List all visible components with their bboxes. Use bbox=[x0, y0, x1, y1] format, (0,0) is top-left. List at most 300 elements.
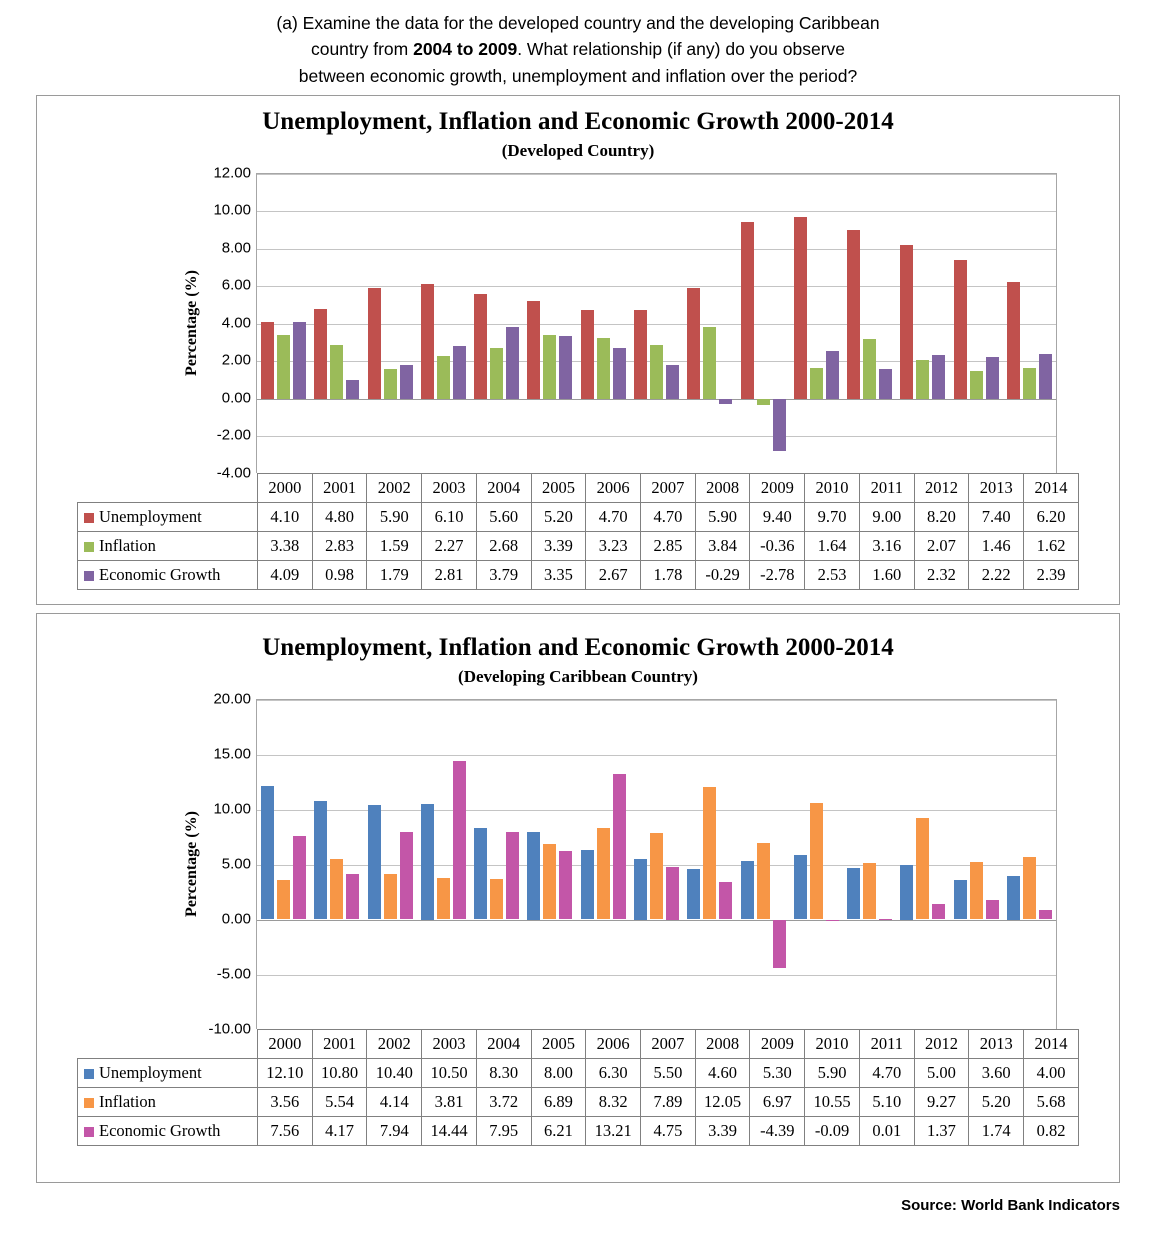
bar-economic-growth bbox=[879, 919, 892, 920]
bar-unemployment bbox=[581, 310, 594, 398]
table-cell: 3.81 bbox=[422, 1087, 477, 1116]
bar-inflation bbox=[437, 878, 450, 920]
bar-inflation bbox=[650, 833, 663, 920]
series-label: Inflation bbox=[99, 535, 156, 555]
bar-inflation bbox=[543, 844, 556, 920]
table-cell: 2.07 bbox=[914, 531, 969, 560]
legend-swatch-icon bbox=[84, 513, 94, 523]
y-tick-label: 10.00 bbox=[213, 800, 251, 817]
table-cell: 9.70 bbox=[805, 502, 860, 531]
bar-economic-growth bbox=[506, 832, 519, 919]
table-cell: 0.98 bbox=[312, 560, 367, 589]
y-tick-label: -10.00 bbox=[208, 1020, 251, 1037]
table-cell: 1.37 bbox=[914, 1116, 969, 1145]
bar-unemployment bbox=[1007, 282, 1020, 398]
table-cell: 9.40 bbox=[750, 502, 805, 531]
bar-economic-growth bbox=[719, 882, 732, 919]
legend-cell bbox=[78, 1087, 258, 1116]
table-cell: 2.83 bbox=[312, 531, 367, 560]
bar-inflation bbox=[490, 879, 503, 920]
bar-inflation bbox=[810, 368, 823, 399]
bar-group bbox=[736, 174, 789, 473]
y-tick-label: 6.00 bbox=[221, 276, 251, 294]
table-year-header: 2002 bbox=[367, 473, 422, 502]
table-cell: 5.54 bbox=[312, 1087, 367, 1116]
table-cell: 4.70 bbox=[586, 502, 641, 531]
table-cell: 4.09 bbox=[258, 560, 313, 589]
table-cell: 3.35 bbox=[531, 560, 586, 589]
bar-unemployment bbox=[581, 850, 594, 919]
bar-unemployment bbox=[474, 828, 487, 919]
table-cell: 10.40 bbox=[367, 1058, 422, 1087]
bar-unemployment bbox=[421, 284, 434, 398]
bar-economic-growth bbox=[986, 357, 999, 399]
table-year-header: 2003 bbox=[422, 1029, 477, 1058]
legend-cell bbox=[78, 1058, 258, 1087]
table-row bbox=[78, 1087, 1079, 1116]
table-cell: 8.20 bbox=[914, 502, 969, 531]
table-cell: 5.30 bbox=[750, 1058, 805, 1087]
table-year-header: 2014 bbox=[1024, 473, 1079, 502]
prompt-line-2 bbox=[73, 36, 1083, 62]
prompt-line-2-post: . What relationship (if any) do you observe bbox=[517, 39, 846, 60]
table-cell: 6.89 bbox=[531, 1087, 586, 1116]
bar-inflation bbox=[543, 335, 556, 399]
bars-container-1 bbox=[256, 173, 1057, 473]
legend-swatch-icon bbox=[84, 571, 94, 581]
table-cell: 3.84 bbox=[695, 531, 750, 560]
y-tick-label: 0.00 bbox=[221, 910, 251, 927]
y-tick-label: 10.00 bbox=[213, 201, 251, 219]
series-data-table bbox=[77, 1029, 1079, 1146]
table-cell: 8.32 bbox=[586, 1087, 641, 1116]
bar-unemployment bbox=[687, 288, 700, 399]
bar-unemployment bbox=[741, 222, 754, 398]
table-cell: 5.50 bbox=[641, 1058, 696, 1087]
table-cell: 10.55 bbox=[805, 1087, 860, 1116]
bar-group bbox=[523, 174, 576, 473]
bar-inflation bbox=[1023, 857, 1036, 919]
legend-swatch-icon bbox=[84, 1069, 94, 1079]
table-year-header: 2005 bbox=[531, 473, 586, 502]
y-tick-label: 2.00 bbox=[221, 351, 251, 369]
bar-inflation bbox=[384, 874, 397, 920]
bar-unemployment bbox=[794, 217, 807, 399]
table-cell: 5.90 bbox=[695, 502, 750, 531]
bar-economic-growth bbox=[346, 874, 359, 920]
table-cell: 4.70 bbox=[641, 502, 696, 531]
bar-group bbox=[417, 700, 470, 1029]
bar-unemployment bbox=[421, 804, 434, 920]
bar-inflation bbox=[970, 862, 983, 919]
bar-group bbox=[683, 700, 736, 1029]
data-table-1 bbox=[37, 473, 1119, 590]
table-cell: 9.00 bbox=[859, 502, 914, 531]
bar-economic-growth bbox=[1039, 354, 1052, 399]
table-cell: 1.46 bbox=[969, 531, 1024, 560]
table-cell: 6.20 bbox=[1024, 502, 1079, 531]
table-cell: 4.17 bbox=[312, 1116, 367, 1145]
table-year-header: 2001 bbox=[312, 473, 367, 502]
table-cell: 13.21 bbox=[586, 1116, 641, 1145]
table-cell: 12.10 bbox=[258, 1058, 313, 1087]
data-table-2 bbox=[37, 1029, 1119, 1146]
table-year-header: 2005 bbox=[531, 1029, 586, 1058]
bar-economic-growth bbox=[613, 348, 626, 398]
table-year-header: 2010 bbox=[805, 1029, 860, 1058]
bar-unemployment bbox=[794, 855, 807, 920]
y-axis-label-2: Percentage (%) bbox=[182, 810, 200, 917]
table-year-header: 2009 bbox=[750, 1029, 805, 1058]
bar-inflation bbox=[277, 880, 290, 919]
y-tick-label: 12.00 bbox=[213, 164, 251, 181]
bar-unemployment bbox=[741, 861, 754, 919]
bar-group bbox=[364, 700, 417, 1029]
plot-area-1 bbox=[37, 164, 1119, 481]
table-row bbox=[78, 531, 1079, 560]
table-cell: -4.39 bbox=[750, 1116, 805, 1145]
table-cell: 2.32 bbox=[914, 560, 969, 589]
table-cell: 2.67 bbox=[586, 560, 641, 589]
table-cell: 6.97 bbox=[750, 1087, 805, 1116]
bar-economic-growth bbox=[986, 900, 999, 919]
bar-economic-growth bbox=[453, 346, 466, 399]
table-cell: -0.36 bbox=[750, 531, 805, 560]
bar-unemployment bbox=[314, 309, 327, 399]
table-year-header: 2008 bbox=[695, 1029, 750, 1058]
table-year-header: 2013 bbox=[969, 1029, 1024, 1058]
bar-group bbox=[257, 174, 310, 473]
table-cell: 5.90 bbox=[367, 502, 422, 531]
bar-groups bbox=[257, 174, 1056, 473]
table-cell: 1.74 bbox=[969, 1116, 1024, 1145]
table-year-header: 2002 bbox=[367, 1029, 422, 1058]
bar-unemployment bbox=[261, 786, 274, 919]
bar-unemployment bbox=[1007, 876, 1020, 920]
y-tick-label: 15.00 bbox=[213, 745, 251, 762]
table-cell: 3.60 bbox=[969, 1058, 1024, 1087]
bar-economic-growth bbox=[453, 761, 466, 920]
series-label: Economic Growth bbox=[99, 564, 221, 584]
bar-economic-growth bbox=[400, 832, 413, 919]
bar-inflation bbox=[810, 803, 823, 919]
table-year-header: 2007 bbox=[641, 473, 696, 502]
y-axis-ticks-1 bbox=[177, 164, 255, 481]
bar-inflation bbox=[970, 371, 983, 398]
bar-inflation bbox=[863, 339, 876, 398]
table-year-header: 2006 bbox=[586, 1029, 641, 1058]
table-cell: 4.80 bbox=[312, 502, 367, 531]
table-cell: 6.21 bbox=[531, 1116, 586, 1145]
bar-group bbox=[523, 700, 576, 1029]
bar-unemployment bbox=[900, 865, 913, 920]
bar-unemployment bbox=[634, 859, 647, 920]
table-cell: 5.00 bbox=[914, 1058, 969, 1087]
bar-group bbox=[790, 174, 843, 473]
table-cell: 1.64 bbox=[805, 531, 860, 560]
bar-economic-growth bbox=[293, 322, 306, 399]
table-cell: 3.16 bbox=[859, 531, 914, 560]
bar-group bbox=[683, 174, 736, 473]
table-row bbox=[78, 1116, 1079, 1145]
table-cell: 5.20 bbox=[531, 502, 586, 531]
bar-inflation bbox=[757, 843, 770, 920]
bar-group bbox=[364, 174, 417, 473]
table-cell: 8.30 bbox=[476, 1058, 531, 1087]
table-year-header: 2010 bbox=[805, 473, 860, 502]
bar-unemployment bbox=[634, 310, 647, 398]
table-cell: 2.22 bbox=[969, 560, 1024, 589]
bar-unemployment bbox=[900, 245, 913, 399]
chart-subtitle-2: (Developing Caribbean Country) bbox=[458, 666, 698, 686]
table-row bbox=[78, 502, 1079, 531]
bar-group bbox=[949, 174, 1002, 473]
bar-unemployment bbox=[314, 801, 327, 920]
table-cell: 2.81 bbox=[422, 560, 477, 589]
table-cell: 10.80 bbox=[312, 1058, 367, 1087]
y-axis-label-1: Percentage (%) bbox=[182, 269, 200, 376]
y-tick-label: -2.00 bbox=[216, 426, 251, 444]
bars-container-2 bbox=[256, 699, 1057, 1029]
chart-title-1: Unemployment, Inflation and Economic Growth 2000-2014 bbox=[262, 107, 894, 135]
bar-group bbox=[310, 174, 363, 473]
bar-economic-growth bbox=[879, 369, 892, 399]
table-year-header: 2012 bbox=[914, 1029, 969, 1058]
table-cell: 3.56 bbox=[258, 1087, 313, 1116]
series-label: Unemployment bbox=[99, 506, 202, 526]
legend-cell bbox=[78, 1116, 258, 1145]
bar-inflation bbox=[277, 335, 290, 398]
table-cell: 4.14 bbox=[367, 1087, 422, 1116]
bar-economic-growth bbox=[773, 920, 786, 968]
bar-economic-growth bbox=[666, 365, 679, 398]
bar-group bbox=[470, 700, 523, 1029]
table-cell: -2.78 bbox=[750, 560, 805, 589]
table-cell: 3.79 bbox=[476, 560, 531, 589]
bar-inflation bbox=[330, 345, 343, 398]
bar-group bbox=[470, 174, 523, 473]
bar-group bbox=[630, 174, 683, 473]
bar-economic-growth bbox=[719, 399, 732, 404]
bar-inflation bbox=[703, 787, 716, 920]
bar-group bbox=[843, 174, 896, 473]
bar-group bbox=[630, 700, 683, 1029]
table-year-header: 2001 bbox=[312, 1029, 367, 1058]
prompt-line-3: between economic growth, unemployment and inflation over the period? bbox=[298, 65, 858, 86]
table-year-header: 2011 bbox=[859, 473, 914, 502]
bar-economic-growth bbox=[400, 365, 413, 399]
bar-economic-growth bbox=[559, 851, 572, 919]
table-year-header: 2009 bbox=[750, 473, 805, 502]
bar-unemployment bbox=[474, 294, 487, 399]
bar-unemployment bbox=[368, 805, 381, 919]
bar-group bbox=[577, 174, 630, 473]
table-cell: -0.29 bbox=[695, 560, 750, 589]
bar-economic-growth bbox=[559, 336, 572, 399]
table-row bbox=[78, 560, 1079, 589]
bar-unemployment bbox=[847, 230, 860, 399]
table-cell: 7.40 bbox=[969, 502, 1024, 531]
bar-group bbox=[896, 700, 949, 1029]
prompt-line-2-pre: country from bbox=[310, 39, 414, 60]
table-cell: 5.20 bbox=[969, 1087, 1024, 1116]
bar-unemployment bbox=[527, 832, 540, 920]
bar-unemployment bbox=[527, 301, 540, 399]
table-cell: 1.60 bbox=[859, 560, 914, 589]
table-cell: 5.68 bbox=[1024, 1087, 1079, 1116]
table-cell: 7.94 bbox=[367, 1116, 422, 1145]
table-cell: 4.75 bbox=[641, 1116, 696, 1145]
table-cell: 4.10 bbox=[258, 502, 313, 531]
table-cell: 3.72 bbox=[476, 1087, 531, 1116]
table-cell: 1.78 bbox=[641, 560, 696, 589]
bar-inflation bbox=[437, 356, 450, 399]
bar-groups bbox=[257, 700, 1056, 1029]
bar-economic-growth bbox=[666, 867, 679, 919]
y-tick-label: -4.00 bbox=[216, 464, 251, 481]
bar-unemployment bbox=[954, 260, 967, 399]
table-year-header: 2000 bbox=[258, 1029, 313, 1058]
table-cell: 5.10 bbox=[859, 1087, 914, 1116]
bar-inflation bbox=[490, 348, 503, 398]
table-cell: 4.70 bbox=[859, 1058, 914, 1087]
bar-economic-growth bbox=[506, 327, 519, 398]
y-tick-label: 5.00 bbox=[221, 855, 251, 872]
bar-group bbox=[790, 700, 843, 1029]
table-year-header: 2012 bbox=[914, 473, 969, 502]
y-tick-label: 0.00 bbox=[221, 389, 251, 406]
bar-inflation bbox=[757, 399, 770, 406]
source-note: Source: World Bank Indicators bbox=[901, 1196, 1120, 1214]
question-prompt bbox=[73, 0, 1083, 95]
table-cell: 0.82 bbox=[1024, 1116, 1079, 1145]
table-cell: 8.00 bbox=[531, 1058, 586, 1087]
table-cell: 2.68 bbox=[476, 531, 531, 560]
table-cell: 14.44 bbox=[422, 1116, 477, 1145]
table-cell: 2.85 bbox=[641, 531, 696, 560]
bar-group bbox=[1003, 700, 1056, 1029]
table-row bbox=[78, 1058, 1079, 1087]
table-cell: 5.90 bbox=[805, 1058, 860, 1087]
bar-unemployment bbox=[954, 880, 967, 920]
table-cell: 1.59 bbox=[367, 531, 422, 560]
table-year-header: 2011 bbox=[859, 1029, 914, 1058]
series-label: Inflation bbox=[99, 1091, 156, 1111]
series-data-table bbox=[77, 473, 1079, 590]
bar-group bbox=[310, 700, 363, 1029]
series-label: Unemployment bbox=[99, 1062, 202, 1082]
bar-inflation bbox=[330, 859, 343, 920]
table-cell: 2.27 bbox=[422, 531, 477, 560]
legend-cell bbox=[78, 560, 258, 589]
legend-swatch-icon bbox=[84, 542, 94, 552]
bar-group bbox=[736, 700, 789, 1029]
bar-group bbox=[417, 174, 470, 473]
bar-inflation bbox=[916, 818, 929, 920]
bar-economic-growth bbox=[932, 904, 945, 919]
table-cell: 6.30 bbox=[586, 1058, 641, 1087]
table-cell: 10.50 bbox=[422, 1058, 477, 1087]
table-cell: 3.38 bbox=[258, 531, 313, 560]
bar-economic-growth bbox=[346, 380, 359, 398]
bar-unemployment bbox=[687, 869, 700, 920]
table-cell: 0.01 bbox=[859, 1116, 914, 1145]
table-cell: -0.09 bbox=[805, 1116, 860, 1145]
legend-cell bbox=[78, 531, 258, 560]
chart-subtitle-1: (Developed Country) bbox=[501, 140, 655, 160]
table-year-header: 2000 bbox=[258, 473, 313, 502]
prompt-period: 2004 to 2009 bbox=[413, 39, 518, 60]
legend-cell bbox=[78, 502, 258, 531]
table-year-header: 2004 bbox=[476, 1029, 531, 1058]
bar-inflation bbox=[863, 863, 876, 919]
bar-economic-growth bbox=[773, 399, 786, 451]
bar-economic-growth bbox=[932, 355, 945, 399]
table-year-header: 2007 bbox=[641, 1029, 696, 1058]
bar-unemployment bbox=[261, 322, 274, 399]
table-cell: 7.89 bbox=[641, 1087, 696, 1116]
bar-economic-growth bbox=[293, 836, 306, 919]
plot-area-2 bbox=[37, 690, 1119, 1037]
bar-group bbox=[949, 700, 1002, 1029]
bar-inflation bbox=[703, 327, 716, 399]
table-cell: 6.10 bbox=[422, 502, 477, 531]
table-cell: 3.39 bbox=[531, 531, 586, 560]
chart-title-2: Unemployment, Inflation and Economic Growth 2000-2014 bbox=[262, 633, 894, 661]
table-cell: 12.05 bbox=[695, 1087, 750, 1116]
bar-inflation bbox=[916, 360, 929, 399]
series-label: Economic Growth bbox=[99, 1120, 221, 1140]
bar-inflation bbox=[384, 369, 397, 399]
y-tick-label: -5.00 bbox=[216, 965, 251, 982]
table-cell: 4.60 bbox=[695, 1058, 750, 1087]
bar-economic-growth bbox=[613, 774, 626, 919]
bar-unemployment bbox=[368, 288, 381, 399]
y-axis-ticks-2 bbox=[177, 690, 255, 1037]
table-cell: 3.23 bbox=[586, 531, 641, 560]
bar-inflation bbox=[597, 828, 610, 920]
table-cell: 2.53 bbox=[805, 560, 860, 589]
y-tick-label: 20.00 bbox=[213, 690, 251, 707]
table-cell: 5.60 bbox=[476, 502, 531, 531]
bar-economic-growth bbox=[1039, 910, 1052, 919]
bar-group bbox=[257, 700, 310, 1029]
bar-group bbox=[843, 700, 896, 1029]
bar-inflation bbox=[650, 345, 663, 398]
table-cell: 1.62 bbox=[1024, 531, 1079, 560]
bar-inflation bbox=[1023, 368, 1036, 398]
table-year-header: 2014 bbox=[1024, 1029, 1079, 1058]
table-year-header: 2013 bbox=[969, 473, 1024, 502]
bar-group bbox=[896, 174, 949, 473]
bar-inflation bbox=[597, 338, 610, 399]
bar-economic-growth bbox=[826, 920, 839, 921]
chart-panel-developed bbox=[36, 95, 1120, 605]
table-cell: 7.95 bbox=[476, 1116, 531, 1145]
table-cell: 1.79 bbox=[367, 560, 422, 589]
bar-unemployment bbox=[847, 868, 860, 920]
table-cell: 2.39 bbox=[1024, 560, 1079, 589]
bar-group bbox=[577, 700, 630, 1029]
table-year-header: 2006 bbox=[586, 473, 641, 502]
table-cell: 7.56 bbox=[258, 1116, 313, 1145]
chart-panel-developing bbox=[36, 613, 1120, 1183]
y-tick-label: 4.00 bbox=[221, 314, 251, 331]
table-cell: 4.00 bbox=[1024, 1058, 1079, 1087]
y-tick-label: 8.00 bbox=[221, 239, 251, 256]
legend-swatch-icon bbox=[84, 1098, 94, 1108]
table-year-header: 2004 bbox=[476, 473, 531, 502]
